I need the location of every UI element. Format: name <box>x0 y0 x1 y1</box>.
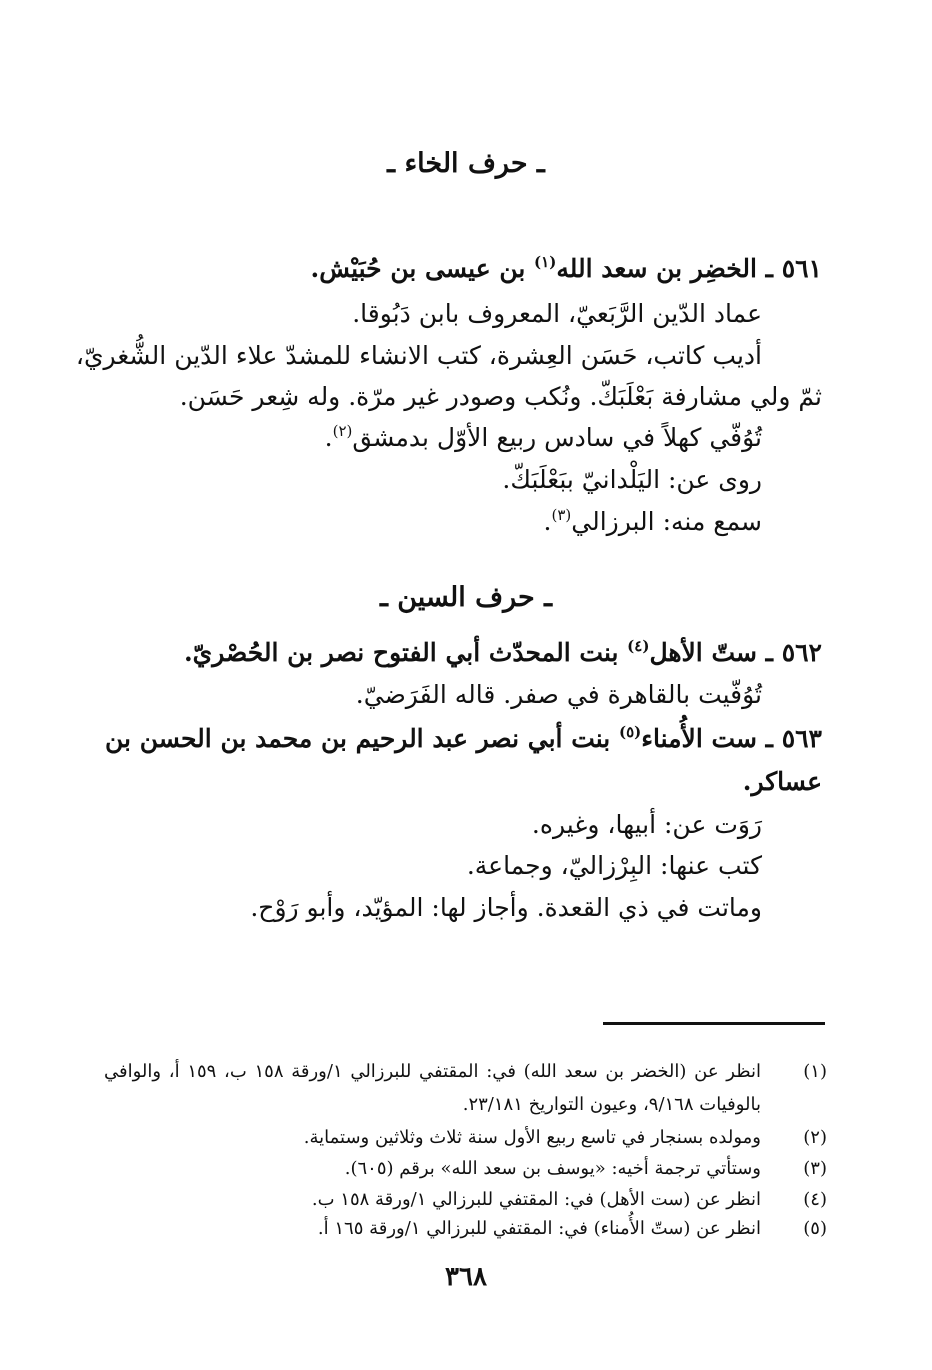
footnote-1-text: انظر عن (الخضر بن سعد الله) في: المقتفي للبرزالي ١/ورقة ١٥٨ ب، ١٥٩ أ، والوافي <box>104 1061 762 1082</box>
footnote-ref-1[interactable]: (١) <box>534 253 557 271</box>
entry-563-name-rest: بنت أبي نصر عبد الرحيم بن محمد بن الحسن بن <box>105 724 619 753</box>
footnote-ref-4[interactable]: (٤) <box>627 637 650 655</box>
entry-561-death <box>325 421 762 455</box>
footnote-2-text: ومولده بسنجار في تاسع ربيع الأول سنة ثلاث وثلاثين وستماية. <box>303 1127 761 1148</box>
entry-563-heading <box>106 722 822 756</box>
footnote-4-text: انظر عن (ست الأهل) في: المقتفي للبرزالي ١/ورقة ١٥٨ ب. <box>311 1189 761 1210</box>
entry-563-line-1: رَوَت عن: أبيها، وغيره. <box>531 810 762 839</box>
section-title-sin: ـ حرف السين ـ <box>379 582 553 613</box>
footnote-1-number: (١) <box>803 1061 827 1082</box>
entry-561-death-end: . <box>324 423 333 452</box>
footnote-1-continuation: بالوفيات ٩/١٦٨، وعيون التواريخ ٢٣/١٨١. <box>462 1094 761 1115</box>
entry-562-name: ٥٦٢ ـ ستّ الأهل <box>649 638 822 667</box>
footnote-2 <box>104 1124 827 1152</box>
footnote-4 <box>104 1186 827 1214</box>
entry-562-name-rest: بنت المحدّث أبي الفتوح نصر بن الحُصْريّ. <box>183 638 628 667</box>
footnote-2-number: (٢) <box>803 1127 827 1148</box>
entry-561-line-1: عماد الدّين الرَّبَعيّ، المعروف بابن دَبُوقا. <box>352 299 762 328</box>
entry-561-heard-end: . <box>543 507 552 536</box>
entry-561-death-text: تُوُفّي كهلاً في سادس ربيع الأوّل بدمشق <box>352 423 762 452</box>
entry-562-line-1: تُوُفّيت بالقاهرة في صفر. قاله الفَرَضيّ. <box>355 680 762 709</box>
entry-561-name-rest: بن عيسى بن حُبَيْش. <box>310 254 535 283</box>
footnote-5-text: انظر عن (ستّ الأُمناء) في: المقتفي للبرزالي ١/ورقة ١٦٥ أ. <box>317 1218 761 1239</box>
footnote-5-number: (٥) <box>803 1218 827 1239</box>
footnote-3-number: (٣) <box>803 1158 827 1179</box>
footnote-1 <box>104 1058 827 1086</box>
footnote-ref-2[interactable]: (٢) <box>332 422 353 440</box>
footnote-ref-5[interactable]: (٥) <box>618 723 642 741</box>
entry-562-heading <box>184 636 822 670</box>
entry-561-line-2: أديب كاتب، حَسَن العِشرة، كتب الانشاء للمشدّ علاء الدّين الشُّغريّ، <box>75 341 762 370</box>
entry-563-heading-cont: عساكر. <box>742 767 822 796</box>
entry-561-name: ٥٦١ ـ الخضِر بن سعد الله <box>556 254 822 283</box>
entry-563-line-2: كتب عنها: البِرْزاليّ، وجماعة. <box>466 851 762 880</box>
footnote-5 <box>104 1215 827 1243</box>
entry-561-heard <box>544 505 762 539</box>
footnote-3 <box>104 1155 827 1183</box>
footnote-3-text: وستأتي ترجمة أخيه: «يوسف بن سعد الله» برقم (٦٠٥). <box>344 1158 761 1179</box>
entry-561-heard-text: سمع منه: البرزالي <box>571 507 762 536</box>
footnote-ref-3[interactable]: (٣) <box>551 506 572 524</box>
footnote-separator <box>603 1022 825 1025</box>
entry-561-narrated: روى عن: اليَلْدانيّ ببَعْلَبَكّ. <box>502 465 762 494</box>
entry-561-heading <box>106 252 822 286</box>
entry-561-line-3: ثمّ ولي مشارفة بَعْلَبَكّ. ونُكب وصودر غير مرّة. وله شِعر حَسَن. <box>179 382 822 411</box>
footnote-4-number: (٤) <box>803 1189 827 1210</box>
entry-563-name: ٥٦٣ ـ ست الأُمناء <box>641 724 822 753</box>
page-number: ٣٦٨ <box>445 1262 487 1292</box>
entry-563-line-3: وماتت في ذي القعدة. وأجاز لها: المؤيّد، وأبو رَوْح. <box>250 893 762 922</box>
section-title-kha: ـ حرف الخاء ـ <box>387 148 545 179</box>
